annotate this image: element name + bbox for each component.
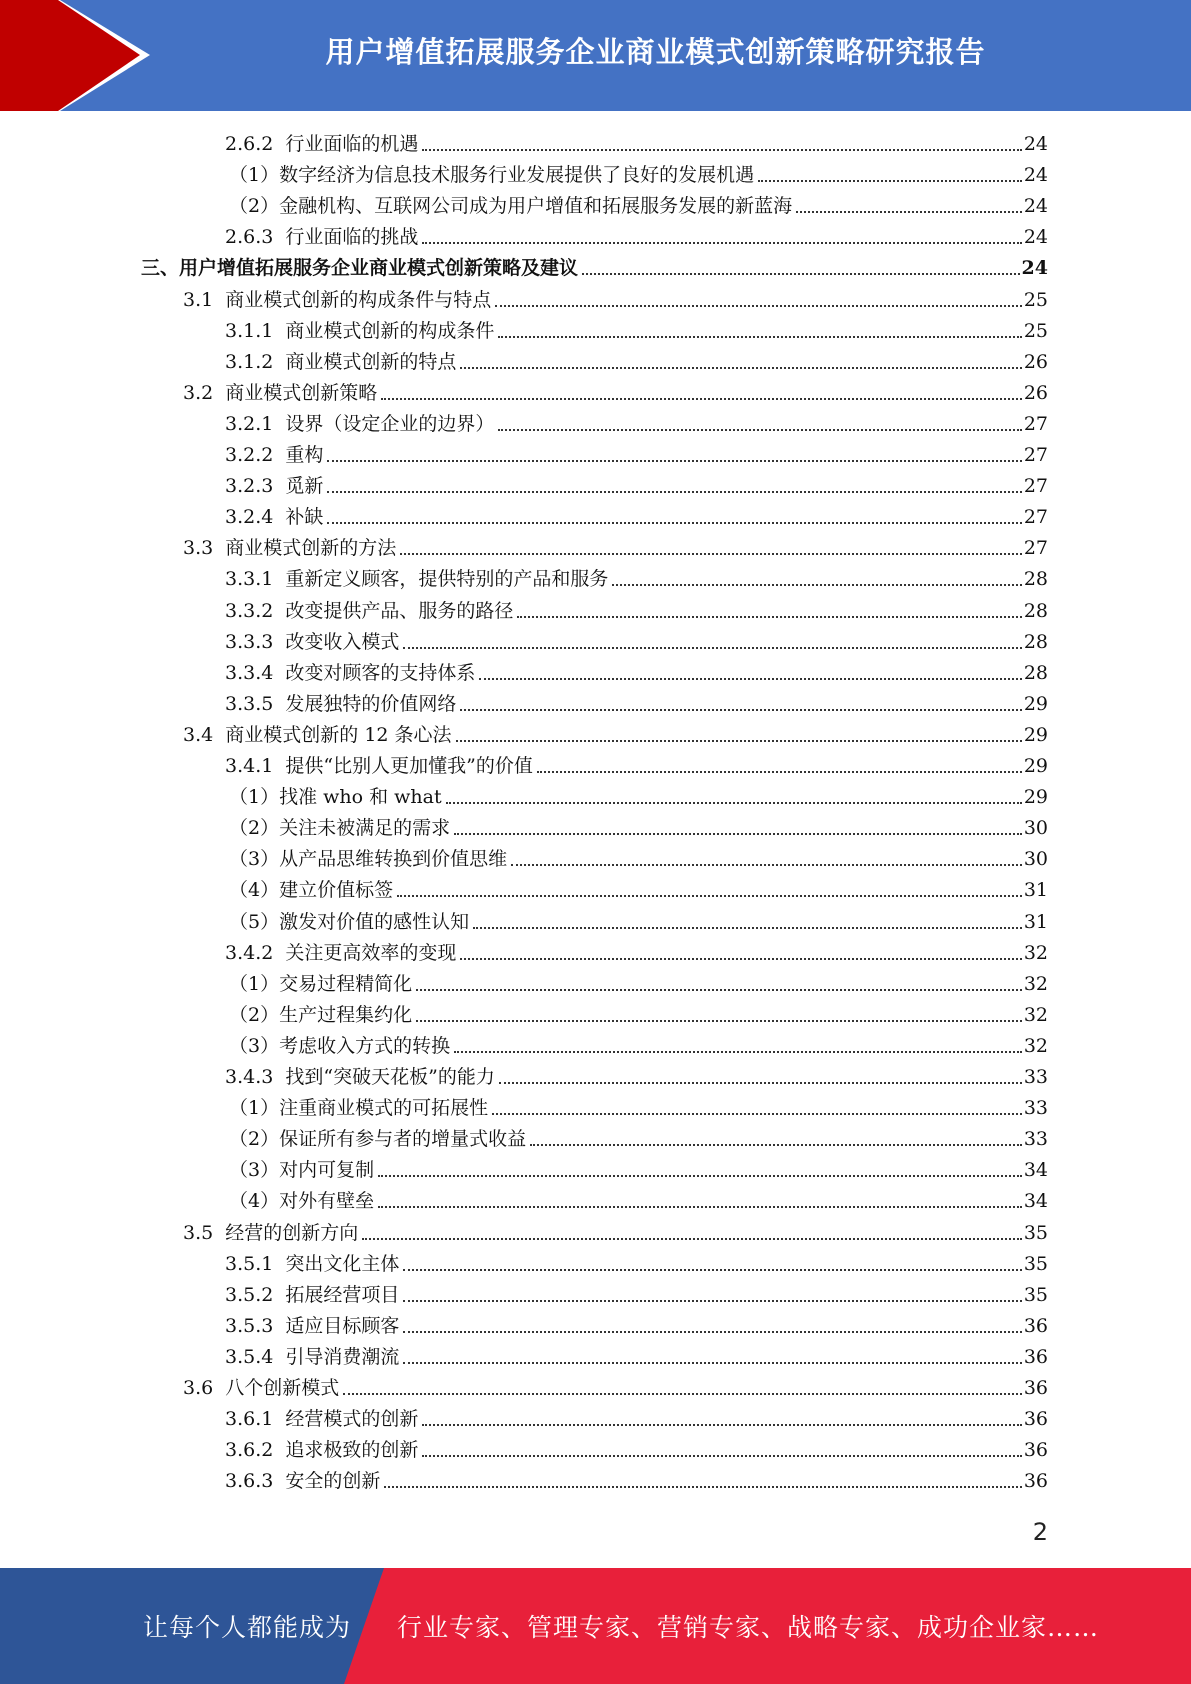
toc-entry-page: 29 — [1023, 723, 1048, 746]
toc-dot-leader — [397, 895, 1022, 897]
toc-dot-leader — [362, 1238, 1022, 1240]
footer-slogan-left: 让每个人都能成为 — [143, 1613, 352, 1642]
toc-dot-leader — [378, 1175, 1022, 1177]
toc-entry-title: （3）对内可复制 — [229, 1159, 375, 1182]
toc-dot-leader — [511, 864, 1022, 866]
toc-entry[interactable] — [0, 1340, 1048, 1370]
toc-entry-title: 3.4.2 关注更高效率的变现 — [225, 941, 457, 964]
toc-dot-leader — [422, 149, 1021, 151]
toc-entry[interactable] — [0, 500, 1048, 530]
toc-entry-title: 3.3.4 改变对顾客的支持体系 — [225, 661, 476, 684]
toc-entry[interactable] — [0, 687, 1048, 717]
toc-entry-title: 3.1 商业模式创新的构成条件与特点 — [183, 288, 492, 311]
toc-entry-title: 3.5 经营的创新方向 — [183, 1221, 359, 1244]
toc-entry[interactable] — [0, 873, 1048, 903]
toc-dot-leader — [403, 647, 1021, 649]
toc-entry-page: 28 — [1023, 630, 1048, 653]
toc-entry[interactable] — [0, 158, 1048, 188]
toc-dot-leader — [498, 336, 1021, 338]
toc-entry[interactable] — [0, 811, 1048, 841]
toc-entry[interactable] — [0, 1371, 1048, 1401]
toc-entry-title: 3.4.1 提供“比别人更加懂我”的价值 — [225, 755, 533, 777]
toc-dot-leader — [403, 1331, 1021, 1333]
toc-dot-leader — [479, 678, 1021, 680]
toc-entry[interactable] — [0, 469, 1048, 499]
toc-entry-title: 3.6 八个创新模式 — [183, 1377, 340, 1399]
toc-entry-title: 3.3.2 改变提供产品、服务的路径 — [225, 599, 514, 622]
toc-entry-title: （1）交易过程精简化 — [229, 972, 413, 995]
toc-entry[interactable] — [0, 376, 1048, 406]
toc-entry-page: 29 — [1023, 692, 1048, 715]
toc-dot-leader — [582, 273, 1020, 275]
toc-entry-page: 32 — [1023, 972, 1048, 995]
toc-entry-page: 26 — [1023, 350, 1048, 373]
toc-entry[interactable] — [0, 749, 1048, 779]
footer-slogan-right: 行业专家、管理专家、营销专家、战略专家、成功企业家…… — [397, 1613, 1100, 1642]
toc-entry-title: 3.3.3 改变收入模式 — [225, 630, 400, 653]
toc-entry[interactable] — [0, 1216, 1048, 1246]
toc-entry-page: 36 — [1023, 1314, 1048, 1337]
toc-entry-title: 3.5.1 突出文化主体 — [225, 1252, 400, 1275]
toc-entry-title: 3.2.4 补缺 — [225, 506, 324, 529]
toc-entry-page: 28 — [1023, 661, 1048, 684]
toc-entry-title: 3.1.1 商业模式创新的构成条件 — [225, 319, 495, 342]
toc-dot-leader — [381, 398, 1022, 400]
toc-dot-leader — [416, 989, 1022, 991]
toc-entry-page: 27 — [1023, 475, 1048, 498]
toc-entry-page: 32 — [1023, 1003, 1048, 1026]
toc-dot-leader — [454, 1051, 1022, 1053]
toc-entry-title: 3.2 商业模式创新策略 — [183, 381, 378, 404]
toc-entry-title: 3.6.1 经营模式的创新 — [225, 1408, 419, 1431]
toc-entry[interactable] — [0, 407, 1048, 437]
toc-dot-leader — [758, 180, 1022, 182]
toc-entry-title: （2）金融机构、互联网公司成为用户增值和拓展服务发展的新蓝海 — [229, 195, 793, 218]
toc-dot-leader — [403, 1300, 1021, 1302]
toc-entry-title: 3.4.3 找到“突破天花板”的能力 — [225, 1066, 495, 1088]
toc-entry-page: 28 — [1023, 568, 1048, 591]
toc-dot-leader — [403, 1269, 1021, 1271]
toc-entry-page: 36 — [1023, 1439, 1048, 1462]
toc-entry[interactable] — [0, 1433, 1048, 1463]
toc-dot-leader — [460, 709, 1021, 711]
toc-dot-leader — [492, 1113, 1022, 1115]
toc-entry-page: 28 — [1023, 599, 1048, 622]
toc-entry-title: （4）对外有壁垒 — [229, 1190, 375, 1213]
toc-dot-leader — [327, 460, 1021, 462]
toc-dot-leader — [495, 305, 1022, 307]
toc-entry-page: 35 — [1023, 1221, 1048, 1244]
toc-entry-title: 3.6.3 安全的创新 — [225, 1470, 381, 1493]
report-title: 用户增值拓展服务企业商业模式创新策略研究报告 — [325, 34, 986, 69]
toc-entry-title: 3.3 商业模式创新的方法 — [183, 537, 397, 560]
toc-entry-page: 32 — [1023, 941, 1048, 964]
toc-dot-leader — [612, 584, 1021, 586]
toc-dot-leader — [422, 1455, 1021, 1457]
toc-entry-page: 34 — [1023, 1159, 1048, 1182]
toc-entry-title: （1）注重商业模式的可拓展性 — [229, 1097, 489, 1120]
toc-dot-leader — [327, 491, 1021, 493]
toc-entry[interactable] — [0, 1091, 1048, 1121]
toc-entry[interactable] — [0, 1122, 1048, 1152]
toc-entry-page: 27 — [1023, 537, 1048, 560]
toc-entry-title: （2）生产过程集约化 — [229, 1003, 413, 1026]
toc-entry[interactable] — [0, 1153, 1048, 1183]
toc-entry-page: 32 — [1023, 1034, 1048, 1057]
toc-entry-title: 2.6.3 行业面临的挑战 — [225, 226, 419, 249]
toc-entry[interactable] — [0, 562, 1048, 592]
toc-entry-page: 33 — [1023, 1097, 1048, 1120]
toc-entry-title: （1）找准 who 和 what — [229, 786, 442, 809]
toc-entry[interactable] — [0, 1278, 1048, 1308]
toc-entry[interactable] — [0, 905, 1048, 935]
toc-entry-title: 3.5.3 适应目标顾客 — [225, 1314, 400, 1337]
toc-dot-leader — [327, 522, 1021, 524]
toc-entry-title: （3）从产品思维转换到价值思维 — [229, 848, 508, 871]
toc-dot-leader — [473, 927, 1022, 929]
toc-entry-page: 33 — [1023, 1128, 1048, 1151]
toc-entry-page: 24 — [1021, 257, 1048, 280]
toc-entry[interactable] — [0, 283, 1048, 313]
toc-dot-leader — [517, 616, 1021, 618]
toc-entry-title: 3.2.2 重构 — [225, 444, 324, 466]
toc-entry[interactable] — [0, 936, 1048, 966]
toc-dot-leader — [460, 367, 1021, 369]
toc-entry-title: （3）考虑收入方式的转换 — [229, 1034, 451, 1057]
toc-entry-page: 25 — [1023, 319, 1048, 342]
toc-dot-leader — [403, 1362, 1021, 1364]
toc-entry-page: 24 — [1023, 133, 1048, 155]
toc-entry-title: （2）关注未被满足的需求 — [229, 817, 451, 840]
toc-entry[interactable] — [0, 1464, 1048, 1494]
toc-entry[interactable] — [0, 998, 1048, 1028]
page-header — [0, 0, 1191, 111]
toc-entry[interactable] — [0, 594, 1048, 624]
toc-entry-page: 24 — [1023, 226, 1048, 249]
toc-entry-page: 36 — [1023, 1345, 1048, 1368]
toc-entry-page: 24 — [1023, 195, 1048, 218]
toc-entry-page: 31 — [1023, 879, 1048, 902]
toc-dot-leader — [460, 958, 1021, 960]
toc-entry-page: 31 — [1023, 910, 1048, 933]
toc-entry[interactable] — [0, 438, 1048, 468]
toc-entry[interactable] — [0, 625, 1048, 655]
toc-dot-leader — [498, 429, 1021, 431]
toc-dot-leader — [378, 1206, 1022, 1208]
toc-dot-leader — [796, 211, 1022, 213]
toc-entry[interactable] — [0, 1060, 1048, 1090]
toc-dot-leader — [422, 242, 1021, 244]
toc-entry-page: 27 — [1023, 506, 1048, 529]
toc-dot-leader — [400, 553, 1022, 555]
toc-entry[interactable] — [0, 220, 1048, 250]
toc-entry-page: 27 — [1023, 412, 1048, 435]
toc-dot-leader — [537, 771, 1022, 773]
toc-entry[interactable] — [0, 127, 1048, 157]
toc-entry-page: 36 — [1023, 1408, 1048, 1431]
toc-entry-page: 27 — [1023, 444, 1048, 466]
toc-entry-page: 29 — [1023, 755, 1048, 777]
toc-entry[interactable] — [0, 967, 1048, 997]
toc-entry-title: 3.2.3 觅新 — [225, 475, 324, 498]
toc-dot-leader — [343, 1393, 1022, 1395]
toc-entry-title: 3.3.1 重新定义顾客，提供特别的产品和服务 — [225, 568, 609, 591]
toc-entry-title: 3.1.2 商业模式创新的特点 — [225, 350, 457, 373]
toc-entry-title: （4）建立价值标签 — [229, 879, 394, 902]
toc-dot-leader — [416, 1020, 1022, 1022]
toc-entry[interactable] — [0, 1402, 1048, 1432]
toc-entry-title: （2）保证所有参与者的增量式收益 — [229, 1128, 527, 1151]
toc-entry[interactable] — [0, 189, 1048, 219]
page-footer — [0, 1568, 1191, 1684]
toc-entry[interactable] — [0, 345, 1048, 375]
toc-entry-page: 30 — [1023, 848, 1048, 871]
toc-dot-leader — [499, 1082, 1022, 1084]
toc-entry-title: 3.2.1 设界（设定企业的边界） — [225, 412, 495, 435]
toc-entry-page: 24 — [1023, 164, 1048, 187]
toc-entry-page: 26 — [1023, 381, 1048, 404]
toc-entry-page: 29 — [1023, 786, 1048, 809]
toc-entry-page: 35 — [1023, 1252, 1048, 1275]
toc-entry-title: 3.6.2 追求极致的创新 — [225, 1439, 419, 1462]
toc-entry[interactable] — [0, 780, 1048, 810]
toc-entry-page: 25 — [1023, 288, 1048, 311]
toc-entry[interactable] — [0, 656, 1048, 686]
toc-entry-page: 30 — [1023, 817, 1048, 840]
toc-entry-title: 2.6.2 行业面临的机遇 — [225, 133, 419, 155]
toc-dot-leader — [422, 1424, 1021, 1426]
toc-entry[interactable] — [0, 314, 1048, 344]
toc-entry-title: 3.4 商业模式创新的 12 条心法 — [183, 723, 452, 746]
toc-entry-title: （1）数字经济为信息技术服务行业发展提供了良好的发展机遇 — [229, 164, 755, 187]
toc-entry-title: 3.5.2 拓展经营项目 — [225, 1283, 400, 1306]
toc-entry[interactable] — [0, 1309, 1048, 1339]
toc-entry[interactable] — [0, 531, 1048, 561]
toc-dot-leader — [530, 1144, 1022, 1146]
toc-entry[interactable] — [0, 1029, 1048, 1059]
toc-entry[interactable] — [0, 1247, 1048, 1277]
page-number: 2 — [1032, 1518, 1048, 1546]
toc-entry-title: 3.5.4 引导消费潮流 — [225, 1345, 400, 1368]
toc-entry-title: 3.3.5 发展独特的价值网络 — [225, 692, 457, 715]
toc-dot-leader — [384, 1486, 1021, 1488]
toc-dot-leader — [446, 802, 1022, 804]
toc-entry[interactable] — [0, 718, 1048, 748]
toc-entry-page: 36 — [1023, 1470, 1048, 1493]
toc-entry-page: 33 — [1023, 1066, 1048, 1088]
toc-entry-title: （5）激发对价值的感性认知 — [229, 910, 470, 933]
toc-dot-leader — [456, 740, 1022, 742]
toc-entry-page: 36 — [1023, 1377, 1048, 1399]
toc-entry-title: 三、用户增值拓展服务企业商业模式创新策略及建议 — [141, 257, 579, 280]
toc-dot-leader — [454, 833, 1022, 835]
toc-entry[interactable] — [0, 251, 1048, 281]
toc-entry[interactable] — [0, 842, 1048, 872]
toc-entry-page: 35 — [1023, 1283, 1048, 1306]
toc-entry[interactable] — [0, 1184, 1048, 1214]
toc-entry-page: 34 — [1023, 1190, 1048, 1213]
